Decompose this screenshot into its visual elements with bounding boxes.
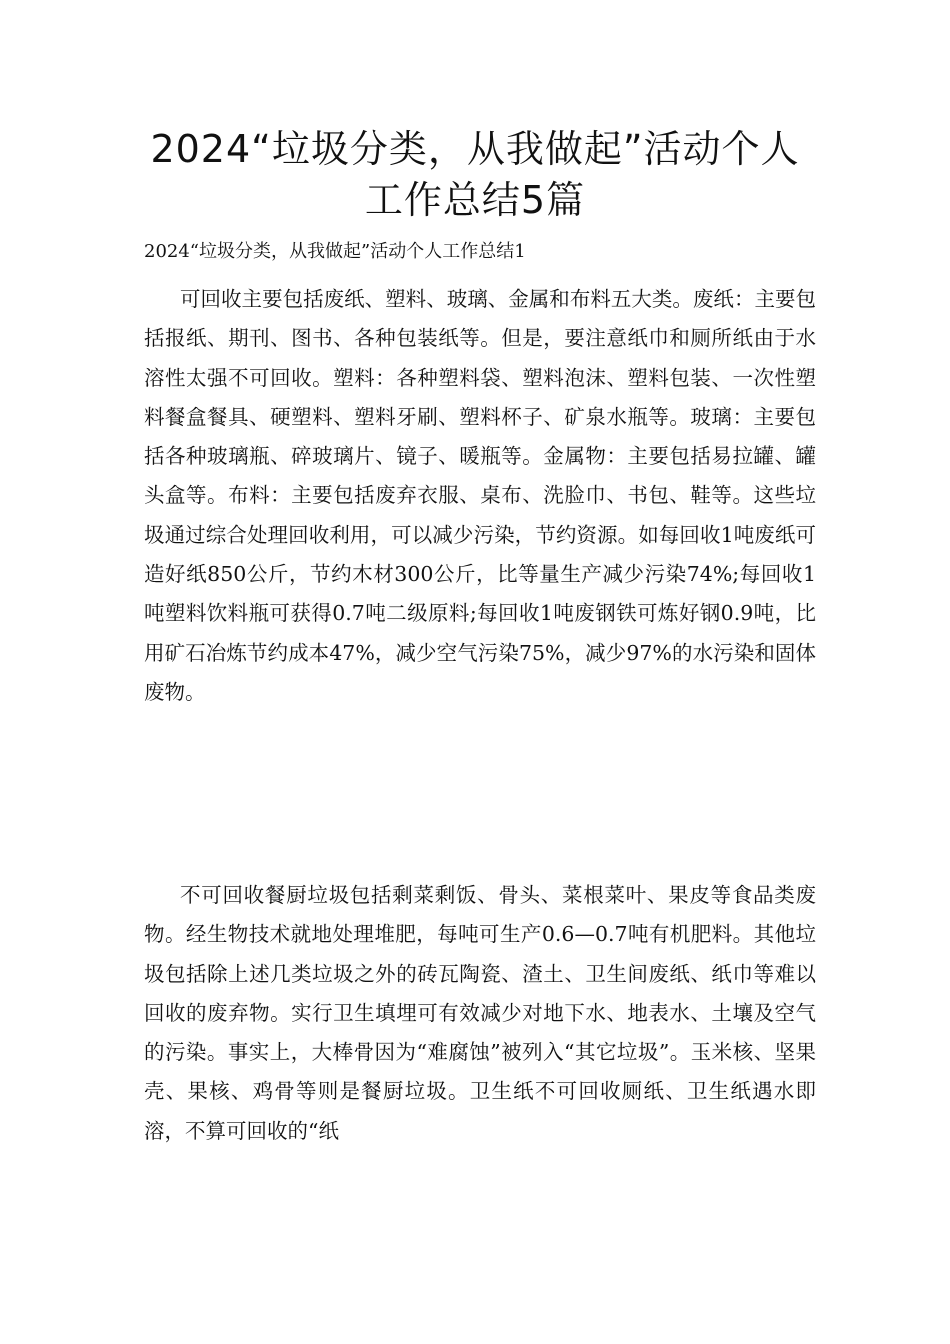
title-line-2: 工作总结5篇	[364, 178, 586, 222]
title-line-1: 2024“垃圾分类，从我做起”活动个人	[150, 127, 800, 171]
section-heading: 2024“垃圾分类，从我做起”活动个人工作总结1	[144, 241, 526, 262]
document-title	[110, 124, 840, 226]
body-paragraph-1: 可回收主要包括废纸、塑料、玻璃、金属和布料五大类。废纸：主要包括报纸、期刊、图书、各种包装纸等。但是，要注意纸巾和厕所纸由于水溶性太强不可回收。塑料：各种塑料袋、塑料泡沫、塑料包装、一次性塑料餐盒餐具、硬塑料、塑料牙刷、塑料杯子、矿泉水瓶等。玻璃：主要包括各种玻璃瓶、碎玻璃片、镜子、暖瓶等。金属物：主要包括易拉罐、罐头盒等。布料：主要包括废弃衣服、桌布、洗脸巾、书包、鞋等。这些垃圾通过综合处理回收利用，可以减少污染，节约资源。如每回收1吨废纸可造好纸850公斤，节约木材300公斤，比等量生产减少污染74%;每回收1吨塑料饮料瓶可获得0.7吨二级原料;每回收1吨废钢铁可炼好钢0.9吨，比用矿石冶炼节约成本47%，减少空气污染75%，减少97%的水污染和固体废物。	[144, 287, 816, 704]
body-paragraph-2: 不可回收餐厨垃圾包括剩菜剩饭、骨头、菜根菜叶、果皮等食品类废物。经生物技术就地处理堆肥，每吨可生产0.6—0.7吨有机肥料。其他垃圾包括除上述几类垃圾之外的砖瓦陶瓷、渣土、卫生间废纸、纸巾等难以回收的废弃物。实行卫生填埋可有效减少对地下水、地表水、土壤及空气的污染。事实上，大棒骨因为“难腐蚀”被列入“其它垃圾”。玉米核、坚果壳、果核、鸡骨等则是餐厨垃圾。卫生纸不可回收厕纸、卫生纸遇水即溶，不算可回收的“纸	[144, 883, 816, 1143]
